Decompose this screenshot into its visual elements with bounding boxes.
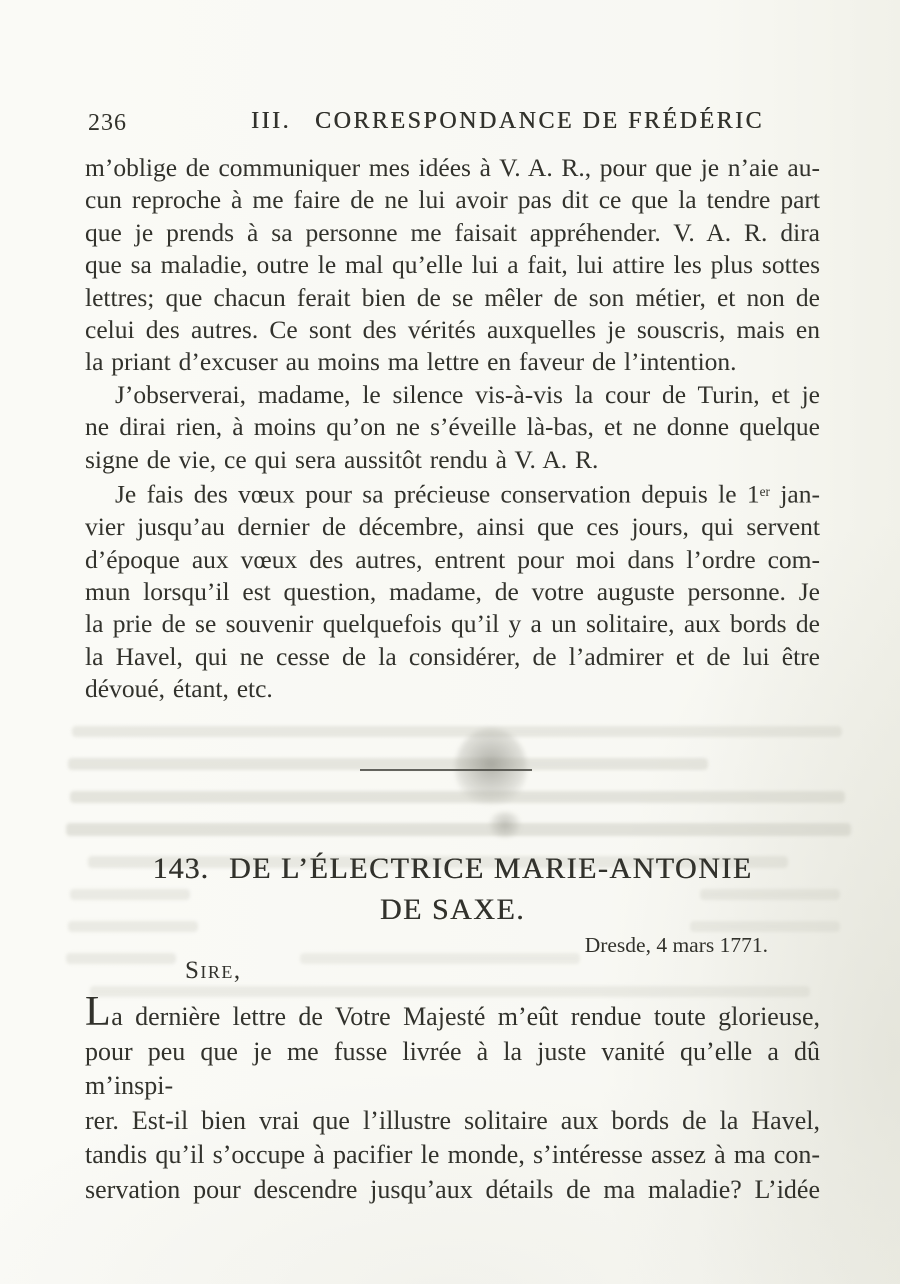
- paragraph: [85, 988, 820, 1208]
- salutation: [85, 957, 820, 985]
- paragraph: [85, 379, 820, 476]
- text-line: mun lorsqu’il est question, madame, de votre auguste personne. Je: [85, 576, 820, 606]
- running-head-text: CORRESPONDANCE DE FRÉDÉRIC: [314, 108, 765, 134]
- text-line: dévoué, étant, etc.: [85, 674, 273, 704]
- text-line: que je prends à sa personne me faisait appréhender. V. A. R. dira: [85, 217, 820, 247]
- text-line: signe de vie, ce qui sera aussitôt rendu à V. A. R.: [85, 444, 599, 474]
- text-line: la Havel, qui ne cesse de la considérer, de l’admirer et de lui être: [85, 641, 820, 671]
- letter-title-text: DE L’ÉLECTRICE MARIE-ANTONIE: [228, 852, 753, 885]
- paragraph: [85, 476, 820, 705]
- text-line: cun reproche à me faire de ne lui avoir pas dit ce que la tendre part: [85, 185, 820, 215]
- letter-ending-body: [85, 152, 820, 706]
- bleedthrough-ghost: [66, 823, 851, 836]
- page-number: 236: [88, 110, 127, 136]
- dateline-text: Dresde, 4 mars 1771.: [584, 933, 768, 957]
- letter-heading-line2: DE SAXE.: [379, 893, 526, 926]
- text-line: que sa maladie, outre le mal qu’elle lui a fait, lui attire les plus sottes: [85, 250, 820, 280]
- paragraph: [85, 152, 820, 379]
- section-divider-rule: [360, 769, 532, 771]
- dateline: [85, 933, 820, 958]
- ink-smudge: [488, 812, 522, 838]
- bleedthrough-ghost: [90, 986, 810, 997]
- running-head-section: III.: [251, 108, 291, 134]
- text-line: Je fais des vœux pour sa précieuse conservation depuis le 1er jan-: [115, 479, 820, 509]
- salutation-text: Sire,: [185, 957, 242, 984]
- text-line: la prie de se souvenir quelquefois qu’il y a un solitaire, aux bords de: [85, 609, 820, 639]
- text-line: rer. Est-il bien vrai que l’illustre solitaire aux bords de la Havel,: [85, 1105, 820, 1135]
- text-line: servation pour descendre jusqu’aux détails de ma maladie? L’idée: [85, 1174, 820, 1204]
- text-line: d’époque aux vœux des autres, entrent pour moi dans l’ordre com-: [85, 544, 820, 574]
- text-line: vier jusqu’au dernier de décembre, ainsi que ces jours, qui servent: [85, 512, 820, 542]
- letter-heading-line1: [85, 852, 820, 886]
- text-line: J’observerai, madame, le silence vis-à-vis la cour de Turin, et je: [115, 379, 820, 409]
- text-line: ne dirai rien, à moins qu’on ne s’éveille là-bas, et ne donne quelque: [85, 412, 820, 442]
- bleedthrough-ghost: [72, 726, 842, 737]
- text-line: lettres; que chacun ferait bien de se mêler de son métier, et non de: [85, 282, 820, 312]
- text-line: celui des autres. Ce sont des vérités auxquelles je souscris, mais en: [85, 315, 820, 345]
- text-line: la priant d’excuser au moins ma lettre en faveur de l’intention.: [85, 347, 737, 377]
- letter-143-body: [85, 988, 820, 1208]
- running-head: [85, 108, 820, 138]
- text-line: tandis qu’il s’occupe à pacifier le monde, s’intéresse assez à ma con-: [85, 1140, 820, 1170]
- ink-smudge: [455, 728, 527, 808]
- bleedthrough-ghost: [70, 791, 845, 803]
- letter-number: 143.: [152, 852, 209, 885]
- text-line: La dernière lettre de Votre Majesté m’eût rendue toute glorieuse,: [85, 988, 820, 1035]
- running-head-title: [251, 108, 764, 135]
- text-line: m’oblige de communiquer mes idées à V. A. R., pour que je n’aie au-: [85, 153, 820, 182]
- text-line: pour peu que je me fusse livrée à la juste vanité qu’elle a dû m’inspi-: [85, 1036, 820, 1101]
